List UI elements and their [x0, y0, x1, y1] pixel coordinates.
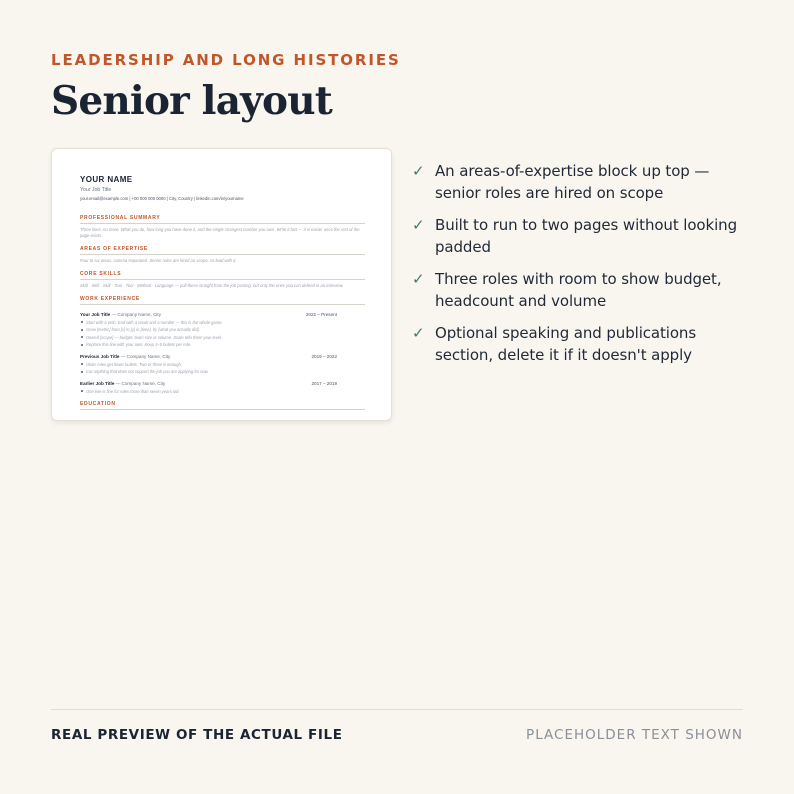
footer-placeholder-note: PLACEHOLDER TEXT SHOWN [526, 727, 743, 743]
section-areas-of-expertise: AREAS OF EXPERTISE [80, 246, 365, 255]
role-header [80, 381, 365, 386]
role-bullet: Cut anything that does not support the job you are applying for now. [80, 369, 365, 374]
role-dates: 2017 – 2019 [311, 381, 337, 386]
role-title: Your Job Title [80, 312, 111, 317]
feature-text: Built to run to two pages without looking padded [435, 216, 737, 256]
role-company: — Company Name, City [119, 354, 171, 359]
summary-text: Three lines, no more. What you do, how long you have done it, and the single strongest number you own. Write it last — it is easier once the rest of the page exists. [80, 227, 360, 238]
role-header [80, 312, 365, 317]
role-dates: 2019 – 2022 [311, 354, 337, 359]
skills-text: Skill · Skill · Skill · Tool · Tool · Method · Language — pull these straight from the job posting, but only the ones you can defend in an interview. [80, 283, 344, 288]
role-bullet: Owned [scope] — budget, team size or volume. Scale tells them your level. [80, 335, 365, 340]
feature-text: An areas-of-expertise block up top — senior roles are hired on scope [435, 162, 710, 202]
role-bullet: One line is fine for roles more than seven years old. [80, 389, 365, 394]
role-dates: 2022 – Present [305, 312, 337, 317]
role-bullet: Grew [metric] from [x] to [y] in [time], by [what you actually did]. [80, 327, 365, 332]
resume-name: YOUR NAME [80, 175, 133, 184]
resume-contact: your.email@example.com | +00 000 000 0000 | City, Country | linkedin.com/in/yourname [80, 196, 244, 201]
check-icon: ✓ [412, 270, 425, 288]
role-title: Previous Job Title [80, 354, 120, 359]
expertise-text: Four to six areas, comma separated. Senior roles are hired on scope, so lead with it. [80, 258, 237, 263]
check-icon: ✓ [412, 216, 425, 234]
eyebrow-label: LEADERSHIP AND LONG HISTORIES [51, 51, 401, 69]
role-header [80, 354, 365, 359]
role-bullet: Start with a verb. End with a result and a number — this is the whole game. [80, 320, 365, 325]
role-title: Earlier Job Title [80, 381, 115, 386]
check-icon: ✓ [412, 162, 425, 180]
section-core-skills: CORE SKILLS [80, 271, 365, 280]
role-bullet: Older roles get fewer bullets. Two or three is enough. [80, 362, 365, 367]
section-education: EDUCATION [80, 401, 365, 410]
feature-item [412, 161, 752, 204]
feature-item [412, 269, 752, 312]
feature-text: Optional speaking and publications section, delete it if it doesn't apply [435, 324, 697, 364]
feature-item [412, 323, 752, 366]
role-company: — Company Name, City [110, 312, 162, 317]
feature-list [412, 161, 752, 377]
section-work-experience: WORK EXPERIENCE [80, 296, 365, 305]
role-company: — Company Name, City [114, 381, 166, 386]
footer-preview-note: REAL PREVIEW OF THE ACTUAL FILE [51, 727, 343, 743]
check-icon: ✓ [412, 324, 425, 342]
footer-divider [51, 709, 743, 710]
role-bullet: Replace this line with your own. Keep 3–5 bullets per role. [80, 342, 365, 347]
resume-preview [51, 148, 392, 421]
resume-document [80, 175, 365, 410]
feature-text: Three roles with room to show budget, headcount and volume [435, 270, 722, 310]
feature-item [412, 215, 752, 258]
page-title: Senior layout [51, 78, 333, 124]
section-professional-summary: PROFESSIONAL SUMMARY [80, 215, 365, 224]
resume-job-title: Your Job Title [80, 187, 112, 193]
